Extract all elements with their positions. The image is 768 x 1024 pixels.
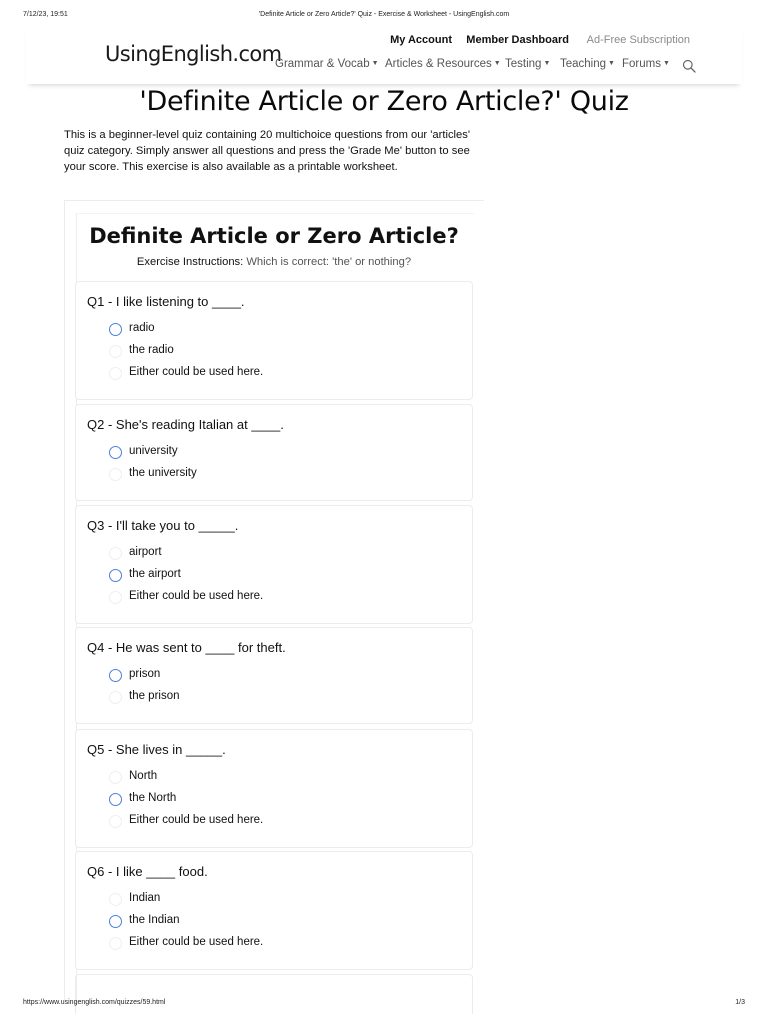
nav-label: Teaching	[560, 58, 607, 70]
radio-button[interactable]	[109, 771, 122, 784]
answer-option[interactable]	[109, 667, 449, 685]
option-label: airport	[129, 546, 162, 558]
answer-option[interactable]	[109, 365, 449, 383]
quiz-title: Definite Article or Zero Article?	[89, 224, 459, 248]
answer-option[interactable]	[109, 321, 449, 339]
answer-option[interactable]	[109, 343, 449, 361]
option-label: radio	[129, 322, 155, 334]
nav-label: Testing	[505, 58, 542, 70]
answer-option[interactable]	[109, 444, 449, 462]
print-header	[23, 11, 745, 23]
option-label: prison	[129, 668, 161, 680]
answer-option[interactable]	[109, 769, 449, 787]
question-text: Q4 - He was sent to ____ for theft.	[87, 640, 286, 655]
my-account-link[interactable]: My Account	[390, 34, 452, 46]
question-card	[75, 851, 473, 970]
answer-option[interactable]	[109, 545, 449, 563]
nav-testing[interactable]	[505, 58, 550, 70]
site-header	[26, 26, 742, 84]
print-page-number: 1/3	[735, 999, 745, 1006]
print-footer	[23, 999, 745, 1011]
question-text: Q1 - I like listening to ____.	[87, 294, 245, 309]
option-label: the North	[129, 792, 177, 804]
option-label: the Indian	[129, 914, 180, 926]
nav-forums[interactable]	[622, 58, 670, 70]
nav-label: Forums	[622, 58, 661, 70]
ad-free-subscription-link[interactable]: Ad-Free Subscription	[586, 34, 690, 46]
option-label: Indian	[129, 892, 161, 904]
exercise-instructions	[64, 256, 484, 268]
question-text: Q5 - She lives in _____.	[87, 742, 226, 757]
print-date: 7/12/23, 19:51	[23, 11, 68, 18]
caret-down-icon: ▼	[662, 60, 670, 67]
answer-option[interactable]	[109, 689, 449, 707]
nav-label: Articles & Resources	[385, 58, 492, 70]
radio-button[interactable]	[109, 468, 122, 481]
option-label: North	[129, 770, 158, 782]
question-text: Q3 - I'll take you to _____.	[87, 518, 239, 533]
option-label: Either could be used here.	[129, 590, 264, 602]
member-dashboard-link[interactable]: Member Dashboard	[466, 34, 569, 46]
nav-teaching[interactable]	[560, 58, 615, 70]
answer-option[interactable]	[109, 466, 449, 484]
caret-down-icon: ▼	[608, 60, 615, 67]
site-logo[interactable]: UsingEnglish.com	[105, 42, 282, 66]
radio-button[interactable]	[109, 793, 122, 806]
print-page-title: 'Definite Article or Zero Article?' Quiz - Exercise & Worksheet - UsingEnglish.com	[258, 11, 510, 18]
option-label: the radio	[129, 344, 174, 356]
instructions-text: Which is correct: 'the' or nothing?	[246, 256, 412, 268]
radio-button[interactable]	[109, 323, 122, 336]
instructions-label: Exercise Instructions:	[136, 256, 244, 268]
question-card	[75, 627, 473, 724]
answer-option[interactable]	[109, 567, 449, 585]
nav-articles-resources[interactable]	[385, 58, 501, 70]
option-label: the prison	[129, 690, 180, 702]
print-url: https://www.usingenglish.com/quizzes/59.html	[23, 999, 166, 1006]
answer-option[interactable]	[109, 791, 449, 809]
radio-button[interactable]	[109, 547, 122, 560]
option-label: Either could be used here.	[129, 814, 264, 826]
intro-paragraph: This is a beginner-level quiz containing 20 multichoice questions from our 'articles' quiz category. Simply answer all questions and press the 'Grade Me' button to see your score. This exercise is also available as a printable worksheet.	[64, 129, 470, 173]
question-text: Q2 - She's reading Italian at ____.	[87, 417, 284, 432]
radio-button[interactable]	[109, 669, 122, 682]
search-icon[interactable]	[682, 59, 696, 73]
option-label: university	[129, 445, 178, 457]
nav-grammar-vocab[interactable]	[275, 58, 379, 70]
caret-down-icon: ▼	[493, 60, 501, 67]
radio-button[interactable]	[109, 591, 122, 604]
answer-option[interactable]	[109, 891, 449, 909]
radio-button[interactable]	[109, 367, 122, 380]
question-card	[75, 281, 473, 400]
caret-down-icon: ▼	[371, 60, 379, 67]
answer-option[interactable]	[109, 913, 449, 931]
answer-option[interactable]	[109, 589, 449, 607]
question-text: Q6 - I like ____ food.	[87, 864, 208, 879]
radio-button[interactable]	[109, 691, 122, 704]
radio-button[interactable]	[109, 915, 122, 928]
question-card	[75, 729, 473, 848]
question-card	[75, 404, 473, 501]
radio-button[interactable]	[109, 569, 122, 582]
answer-option[interactable]	[109, 935, 449, 953]
option-label: Either could be used here.	[129, 366, 264, 378]
nav-label: Grammar & Vocab	[275, 58, 370, 70]
option-label: Either could be used here.	[129, 936, 264, 948]
page-title: 'Definite Article or Zero Article?' Quiz	[139, 86, 629, 117]
caret-down-icon: ▼	[543, 60, 551, 67]
option-label: the university	[129, 467, 197, 479]
radio-button[interactable]	[109, 446, 122, 459]
option-label: the airport	[129, 568, 181, 580]
radio-button[interactable]	[109, 815, 122, 828]
radio-button[interactable]	[109, 345, 122, 358]
radio-button[interactable]	[109, 893, 122, 906]
question-card	[75, 505, 473, 624]
radio-button[interactable]	[109, 937, 122, 950]
answer-option[interactable]	[109, 813, 449, 831]
